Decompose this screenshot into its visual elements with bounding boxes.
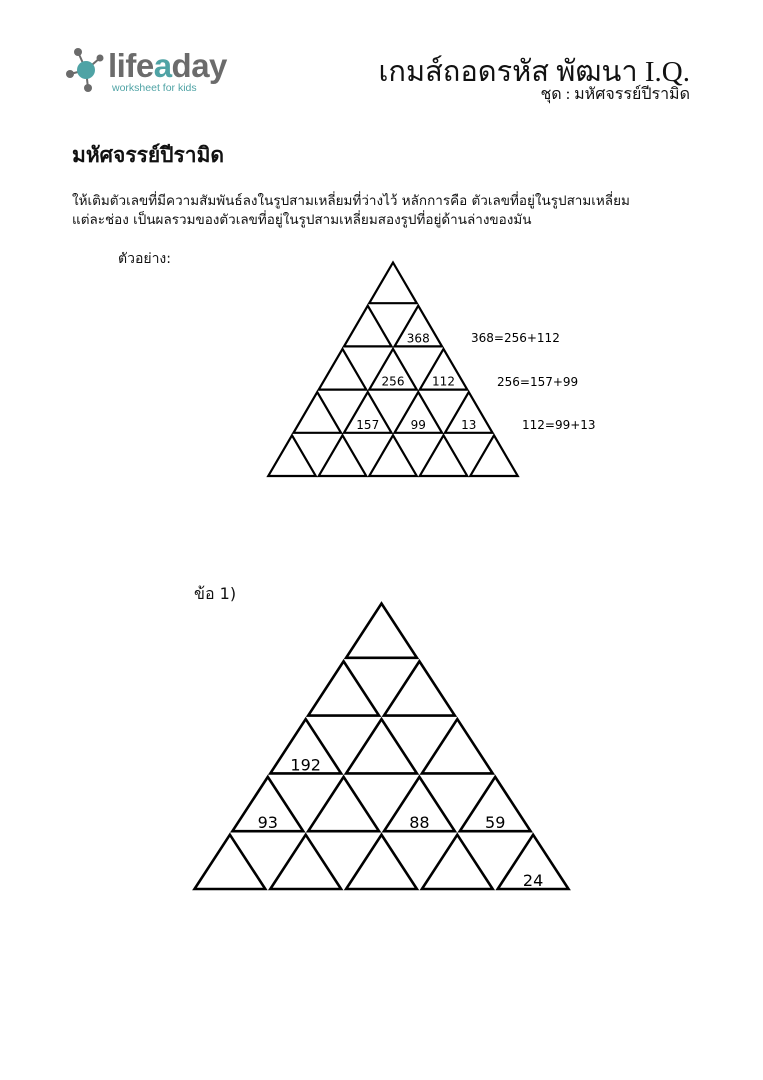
example-equation: 256=157+99: [497, 375, 579, 389]
pyramid-cell: [346, 719, 417, 773]
pyramid-cell: [422, 835, 493, 889]
triangle-number: 99: [410, 417, 426, 432]
pyramid-cell: [195, 835, 266, 889]
triangle-shape: [308, 777, 379, 831]
triangle-shape: [384, 661, 455, 715]
pyramid-cell: [270, 719, 341, 774]
pyramid-cell: [308, 777, 379, 831]
triangle-number: 112: [432, 374, 455, 389]
example-equation: 368=256+112: [471, 331, 560, 345]
triangle-number: 256: [381, 374, 405, 389]
triangle-number: 88: [409, 813, 430, 833]
logo-tagline: worksheet for kids: [112, 82, 197, 94]
triangle-number: 157: [356, 417, 380, 432]
page-title: เกมส์ถอดรหัส พัฒนา I.Q.: [378, 56, 690, 88]
section-heading: มหัศจรรย์ปีรามิด: [72, 143, 225, 167]
pyramid-cell: [384, 777, 455, 832]
triangle-number: 368: [406, 331, 430, 346]
example-equation: 112=99+13: [522, 418, 596, 432]
instruction-line: ให้เติมตัวเลขที่มีความสัมพันธ์ลงในรูปสามเหลี่ยมที่ว่างไว้ หลักการคือ ตัวเลขที่อยู่ในรูปสามเหลี่ยม: [72, 193, 630, 209]
triangle-number: 59: [485, 813, 506, 833]
triangle-shape: [422, 719, 493, 773]
pyramid-cell: [498, 835, 569, 890]
pyramid-cell: [346, 604, 417, 658]
triangle-shape: [346, 719, 417, 773]
logo-wordmark: lifeaday: [108, 47, 227, 84]
triangle-number: 93: [257, 813, 278, 833]
pyramid-cell: [346, 835, 417, 889]
problem-label: ข้อ 1): [194, 584, 237, 603]
pyramid-cell: [422, 719, 493, 773]
instruction-line: แต่ละช่อง เป็นผลรวมของตัวเลขที่อยู่ในรูปสามเหลี่ยมสองรูปที่อยู่ด้านล่างของมัน: [72, 212, 532, 228]
triangle-shape: [195, 835, 266, 889]
pyramid-cell: [384, 661, 455, 715]
example-label: ตัวอย่าง:: [118, 251, 171, 267]
triangle-number: 13: [461, 417, 477, 432]
triangle-shape: [346, 835, 417, 889]
triangle-shape: [270, 835, 341, 889]
pyramid-cell: [232, 777, 303, 832]
series-subtitle: ชุด : มหัศจรรย์ปีรามิด: [540, 86, 690, 103]
triangle-number: 192: [290, 755, 321, 775]
triangle-shape: [422, 835, 493, 889]
triangle-shape: [308, 661, 379, 715]
triangle-shape: [346, 604, 417, 658]
pyramid-cell: [460, 777, 531, 832]
pyramid-cell: [308, 661, 379, 715]
triangle-number: 24: [522, 871, 544, 890]
pyramid-cell: [270, 835, 341, 889]
